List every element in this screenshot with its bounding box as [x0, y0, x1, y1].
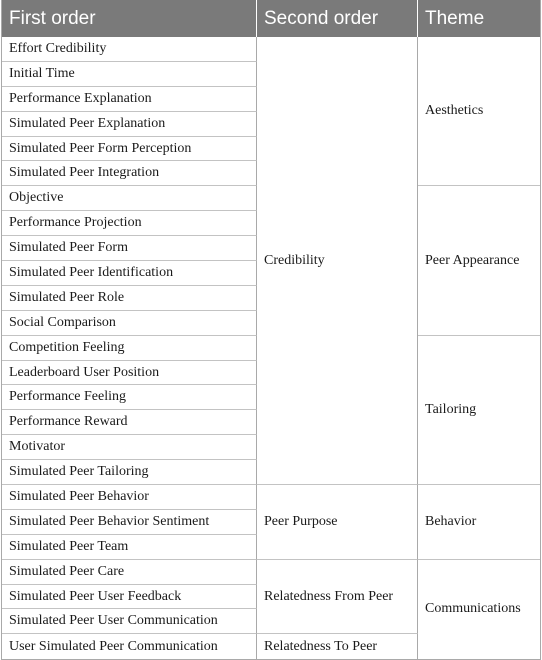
header-theme: Theme — [425, 8, 485, 29]
first-order-cell: Objective — [2, 186, 257, 211]
first-order-cell: Motivator — [2, 435, 257, 460]
first-order-cell: Simulated Peer Role — [2, 286, 257, 311]
first-order-cell: Simulated Peer Tailoring — [2, 460, 257, 485]
first-order-cell: Simulated Peer Behavior — [2, 485, 257, 510]
second-order-cell: Credibility — [257, 37, 418, 485]
first-order-cell: Simulated Peer User Communication — [2, 609, 257, 634]
first-order-cell: Simulated Peer User Feedback — [2, 585, 257, 610]
table-body — [2, 37, 540, 659]
first-order-cell: User Simulated Peer Communication — [2, 634, 257, 659]
first-order-cell: Initial Time — [2, 62, 257, 87]
first-order-cell: Performance Projection — [2, 211, 257, 236]
theme-cell: Behavior — [418, 485, 540, 560]
first-order-cell: Simulated Peer Explanation — [2, 112, 257, 137]
first-order-cell: Simulated Peer Team — [2, 535, 257, 560]
first-order-cell: Leaderboard User Position — [2, 361, 257, 386]
second-order-cell: Peer Purpose — [257, 485, 418, 560]
theme-cell: Aesthetics — [418, 37, 540, 186]
first-order-cell: Performance Reward — [2, 410, 257, 435]
first-order-cell: Social Comparison — [2, 311, 257, 336]
theme-cell: Tailoring — [418, 336, 540, 485]
first-order-cell: Effort Credibility — [2, 37, 257, 62]
header-first-order: First order — [2, 0, 257, 37]
first-order-cell: Simulated Peer Behavior Sentiment — [2, 510, 257, 535]
second-order-cell: Relatedness From Peer — [257, 560, 418, 635]
first-order-cell: Performance Feeling — [2, 385, 257, 410]
first-order-cell: Simulated Peer Identification — [2, 261, 257, 286]
theme-cell: Communications — [425, 601, 521, 617]
second-order-cell: Relatedness To Peer — [257, 634, 418, 659]
theme-cell: Peer Appearance — [418, 186, 540, 335]
table-header — [2, 0, 540, 37]
first-order-cell: Simulated Peer Care — [2, 560, 257, 585]
first-order-cell: Simulated Peer Form — [2, 236, 257, 261]
first-order-cell: Competition Feeling — [2, 336, 257, 361]
first-order-cell: Performance Explanation — [2, 87, 257, 112]
coding-table — [1, 0, 541, 660]
first-order-cell: Simulated Peer Integration — [2, 161, 257, 186]
header-second-order: Second order — [257, 0, 418, 37]
first-order-cell: Simulated Peer Form Perception — [2, 137, 257, 162]
